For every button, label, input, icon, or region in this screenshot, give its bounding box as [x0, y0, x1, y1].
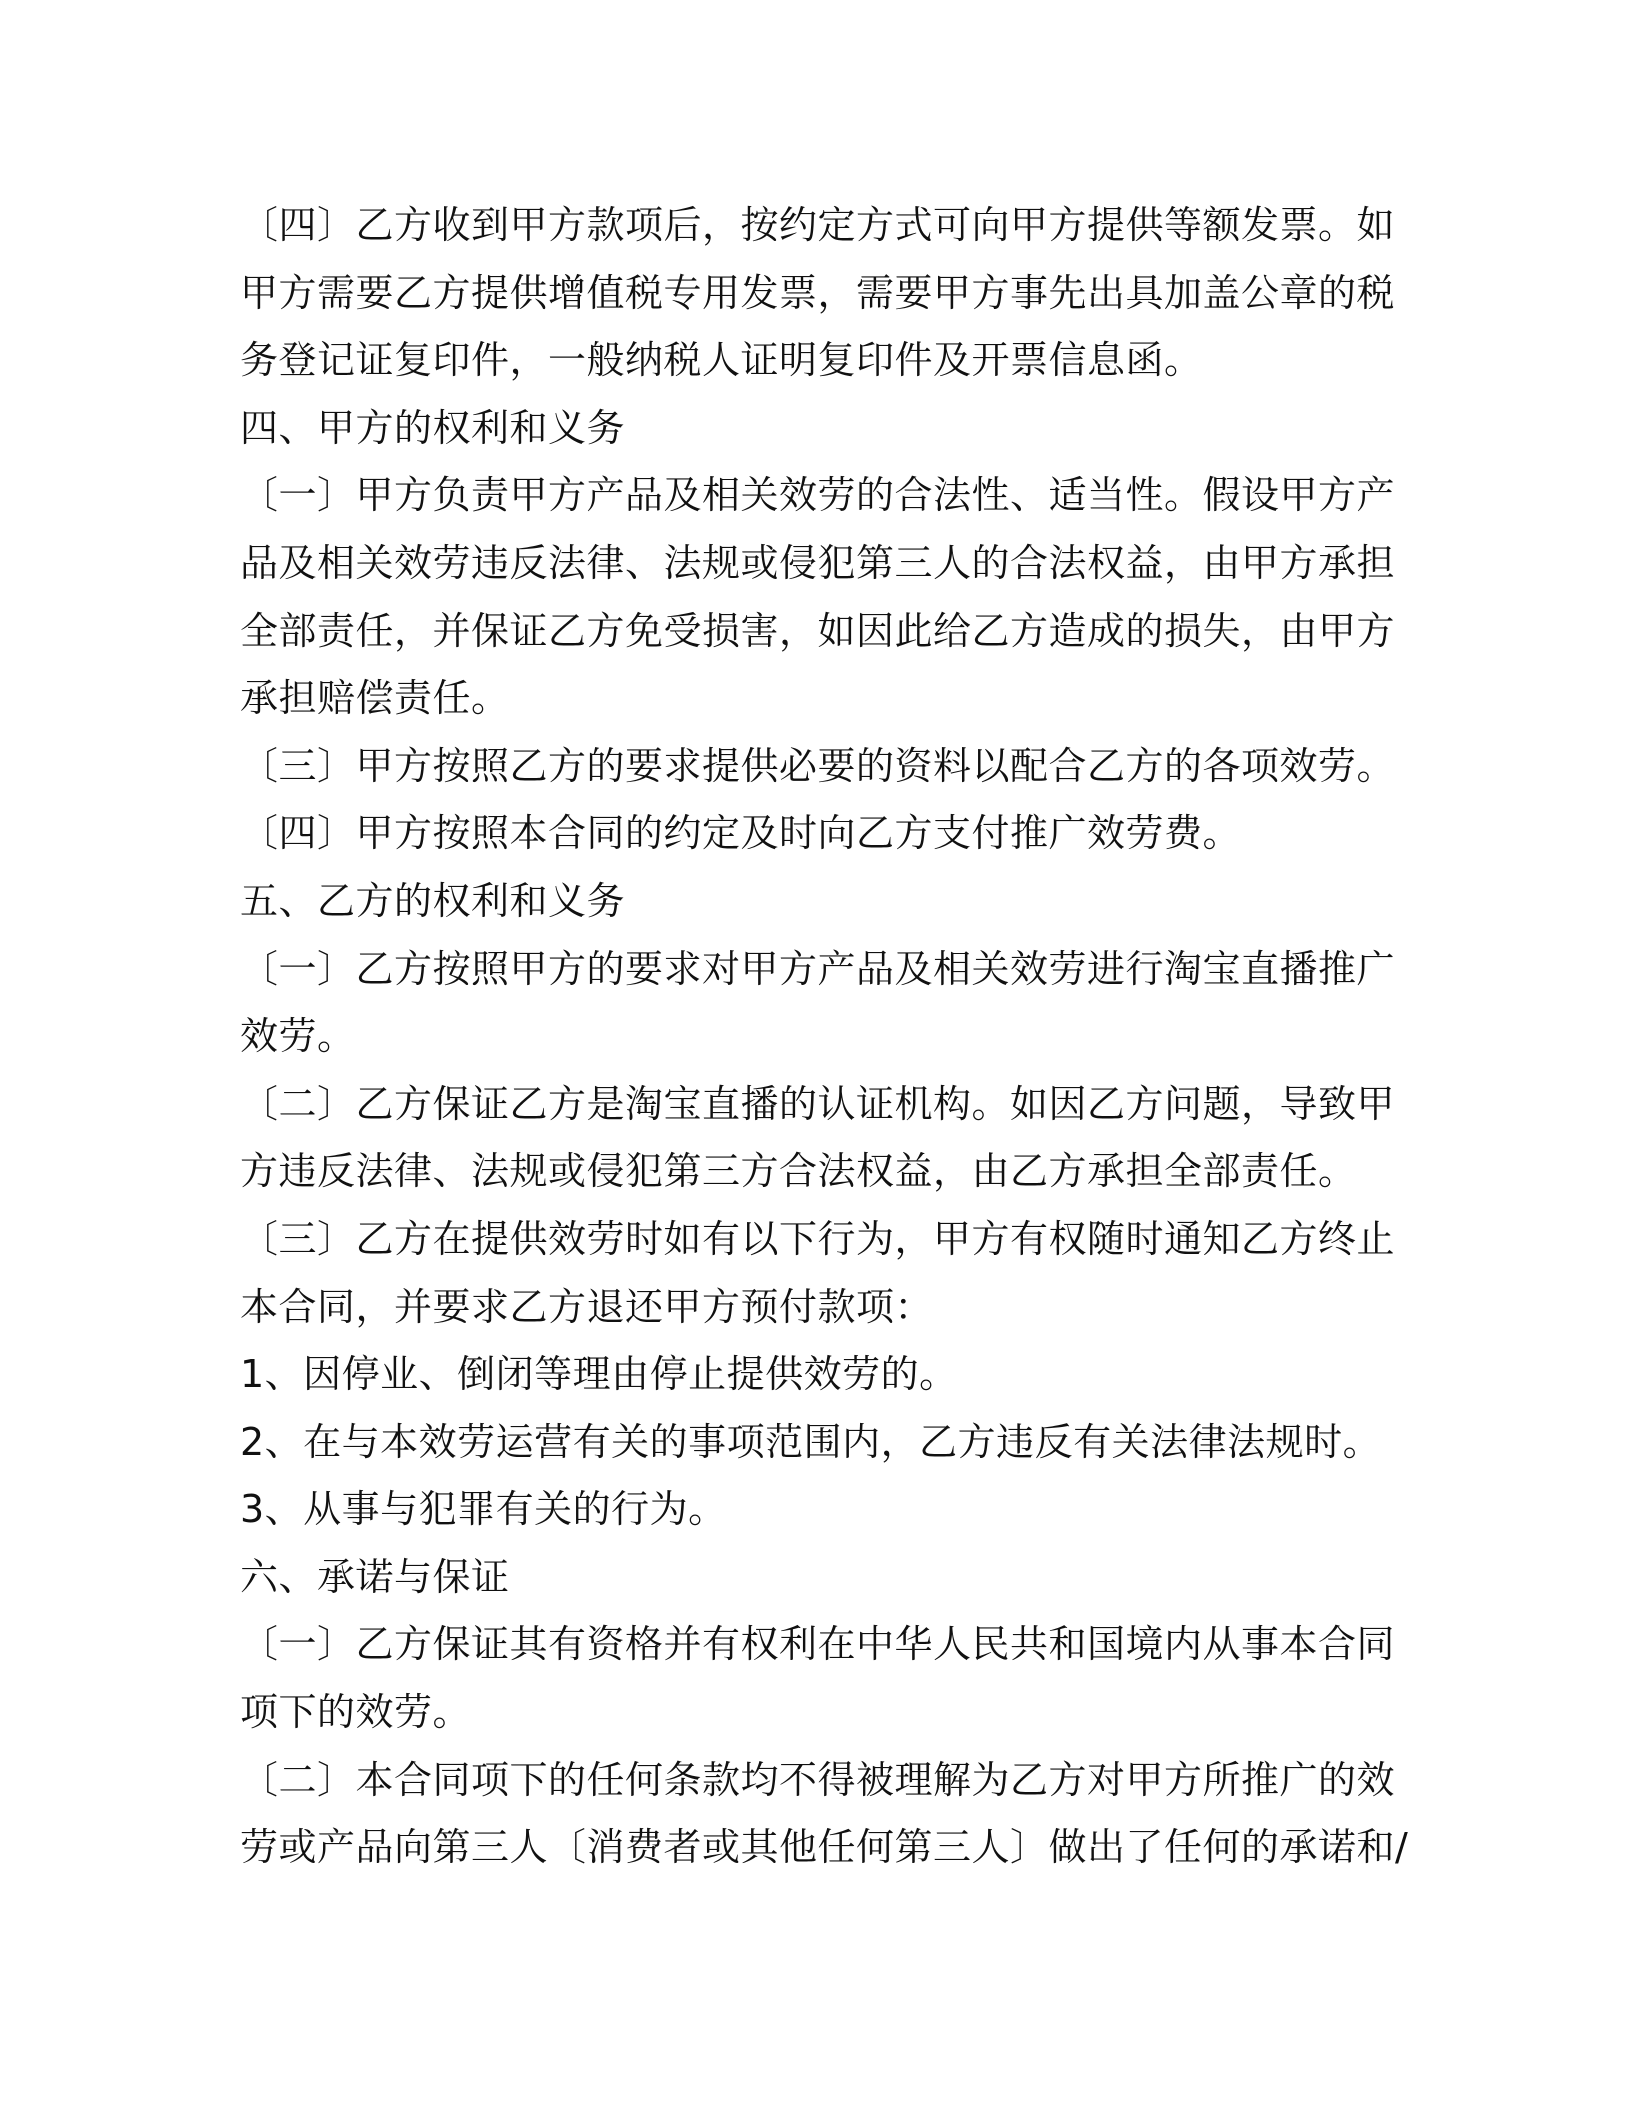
text-line: 本合同，并要求乙方退还甲方预付款项：: [240, 1284, 934, 1329]
text-line: 〔一〕乙方保证其有资格并有权利在中华人民共和国境内从事本合同: [240, 1622, 1396, 1667]
text-line: 〔二〕本合同项下的任何条款均不得被理解为乙方对甲方所推广的效: [240, 1757, 1396, 1802]
text-line: 〔三〕甲方按照乙方的要求提供必要的资料以配合乙方的各项效劳。: [240, 743, 1396, 788]
text-line: 〔一〕甲方负责甲方产品及相关效劳的合法性、适当性。假设甲方产: [240, 473, 1396, 518]
text-line: 务登记证复印件，一般纳税人证明复印件及开票信息函。: [240, 338, 1203, 383]
text-line: 效劳。: [240, 1014, 356, 1059]
text-line: 方违反法律、法规或侵犯第三方合法权益，由乙方承担全部责任。: [240, 1149, 1357, 1194]
list-item: 2、在与本效劳运营有关的事项范围内，乙方违反有关法律法规时。: [240, 1419, 1382, 1464]
text-line: 〔四〕甲方按照本合同的约定及时向乙方支付推广效劳费。: [240, 811, 1242, 856]
list-item: 1、因停业、倒闭等理由停止提供效劳的。: [240, 1352, 958, 1397]
text-line: 品及相关效劳违反法律、法规或侵犯第三人的合法权益，由甲方承担: [240, 540, 1396, 585]
text-line: 项下的效劳。: [240, 1690, 472, 1735]
text-line: 〔四〕乙方收到甲方款项后，按约定方式可向甲方提供等额发票。如: [240, 203, 1396, 247]
text-line: 甲方需要乙方提供增值税专用发票，需要甲方事先出具加盖公章的税: [240, 270, 1396, 315]
text-line: 全部责任，并保证乙方免受损害，如因此给乙方造成的损失，由甲方: [240, 608, 1396, 653]
text-line: 劳或产品向第三人〔消费者或其他任何第三人〕做出了任何的承诺和/: [240, 1825, 1409, 1870]
document-page: [240, 192, 1409, 1882]
text-line: 〔一〕乙方按照甲方的要求对甲方产品及相关效劳进行淘宝直播推广: [240, 946, 1396, 991]
text-line: 〔三〕乙方在提供效劳时如有以下行为，甲方有权随时通知乙方终止: [240, 1216, 1396, 1261]
section-heading: 五、乙方的权利和义务: [240, 878, 626, 923]
section-heading: 四、甲方的权利和义务: [240, 405, 626, 450]
text-line: 〔二〕乙方保证乙方是淘宝直播的认证机构。如因乙方问题，导致甲: [240, 1081, 1396, 1126]
text-line: 承担赔偿责任。: [240, 676, 510, 721]
list-item: 3、从事与犯罪有关的行为。: [240, 1487, 727, 1532]
section-heading: 六、承诺与保证: [240, 1554, 510, 1599]
